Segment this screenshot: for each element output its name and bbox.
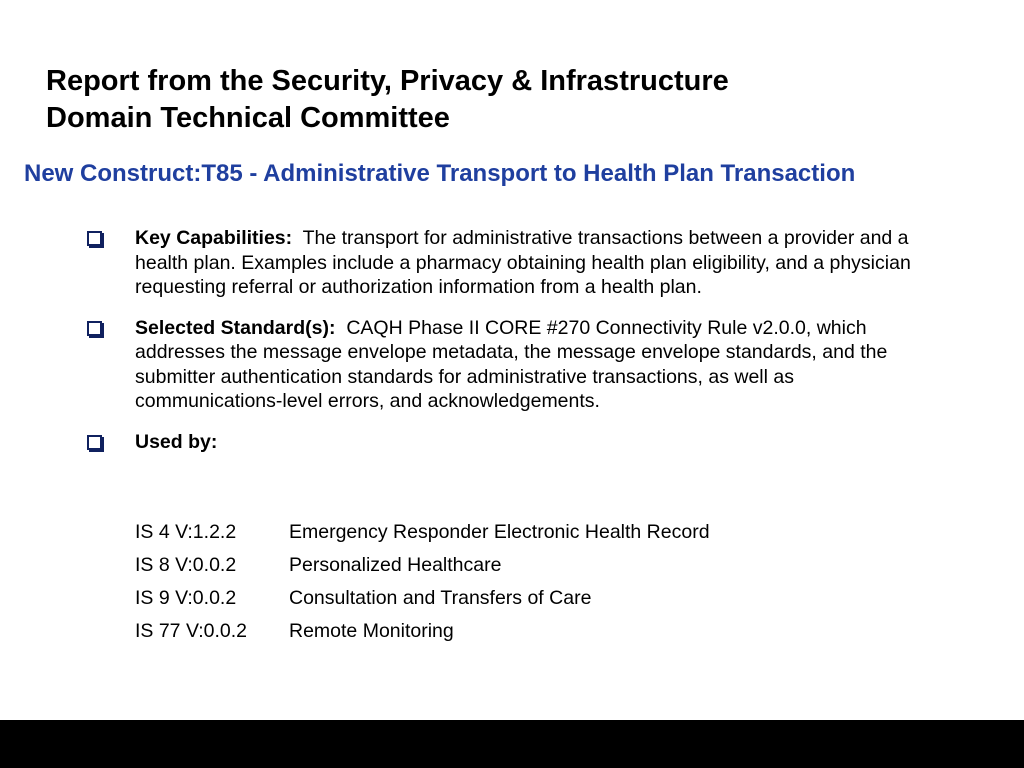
- interoperability-spec-code: IS 4 V:1.2.2: [135, 521, 237, 543]
- interoperability-spec-name: Personalized Healthcare: [289, 554, 502, 576]
- bullet-label: Used by:: [135, 430, 218, 453]
- interoperability-spec-name: Remote Monitoring: [289, 620, 454, 642]
- slide-subtitle: New Construct:T85 - Administrative Transport to Health Plan Transaction: [24, 160, 856, 187]
- slide-title: [46, 63, 946, 137]
- checkbox-bullet-icon: [87, 435, 102, 450]
- bullet-text: The transport for administrative transactions between a provider and a health plan. Examples include a pharmacy obtaining health plan eligibility, and a physician requesting referral or authorization information from a health plan.: [135, 227, 911, 298]
- checkbox-bullet-icon: [87, 321, 102, 336]
- interoperability-spec-code: IS 77 V:0.0.2: [135, 620, 248, 642]
- interoperability-spec-name: Emergency Responder Electronic Health Record: [289, 521, 710, 543]
- used-by-list: [135, 520, 955, 652]
- title-line-2: Domain Technical Committee: [46, 102, 450, 134]
- footer-bar: [0, 720, 1024, 768]
- list-item: [135, 520, 955, 553]
- bullet-used-by: [135, 430, 925, 455]
- bullet-label: Selected Standard(s):: [135, 316, 336, 339]
- bullet-label: Key Capabilities:: [135, 227, 293, 249]
- title-line-1: Report from the Security, Privacy & Infrastructure: [46, 65, 729, 97]
- bullet-list: [0, 226, 1024, 454]
- bullet-key-capabilities: [135, 226, 925, 300]
- list-item: [135, 553, 955, 586]
- list-item: [135, 619, 955, 652]
- interoperability-spec-code: IS 8 V:0.0.2: [135, 554, 237, 576]
- interoperability-spec-name: Consultation and Transfers of Care: [289, 587, 592, 609]
- list-item: [135, 586, 955, 619]
- bullet-selected-standards: [135, 316, 925, 414]
- bullet-text: CAQH Phase II CORE #270 Connectivity Rule v2.0.0, which addresses the message envelope metadata, the message envelope standards, and the submitter authentication standards for administrative transactions, as well as communications-level errors, and acknowledgements.: [135, 316, 888, 412]
- checkbox-bullet-icon: [87, 231, 102, 246]
- interoperability-spec-code: IS 9 V:0.0.2: [135, 587, 237, 609]
